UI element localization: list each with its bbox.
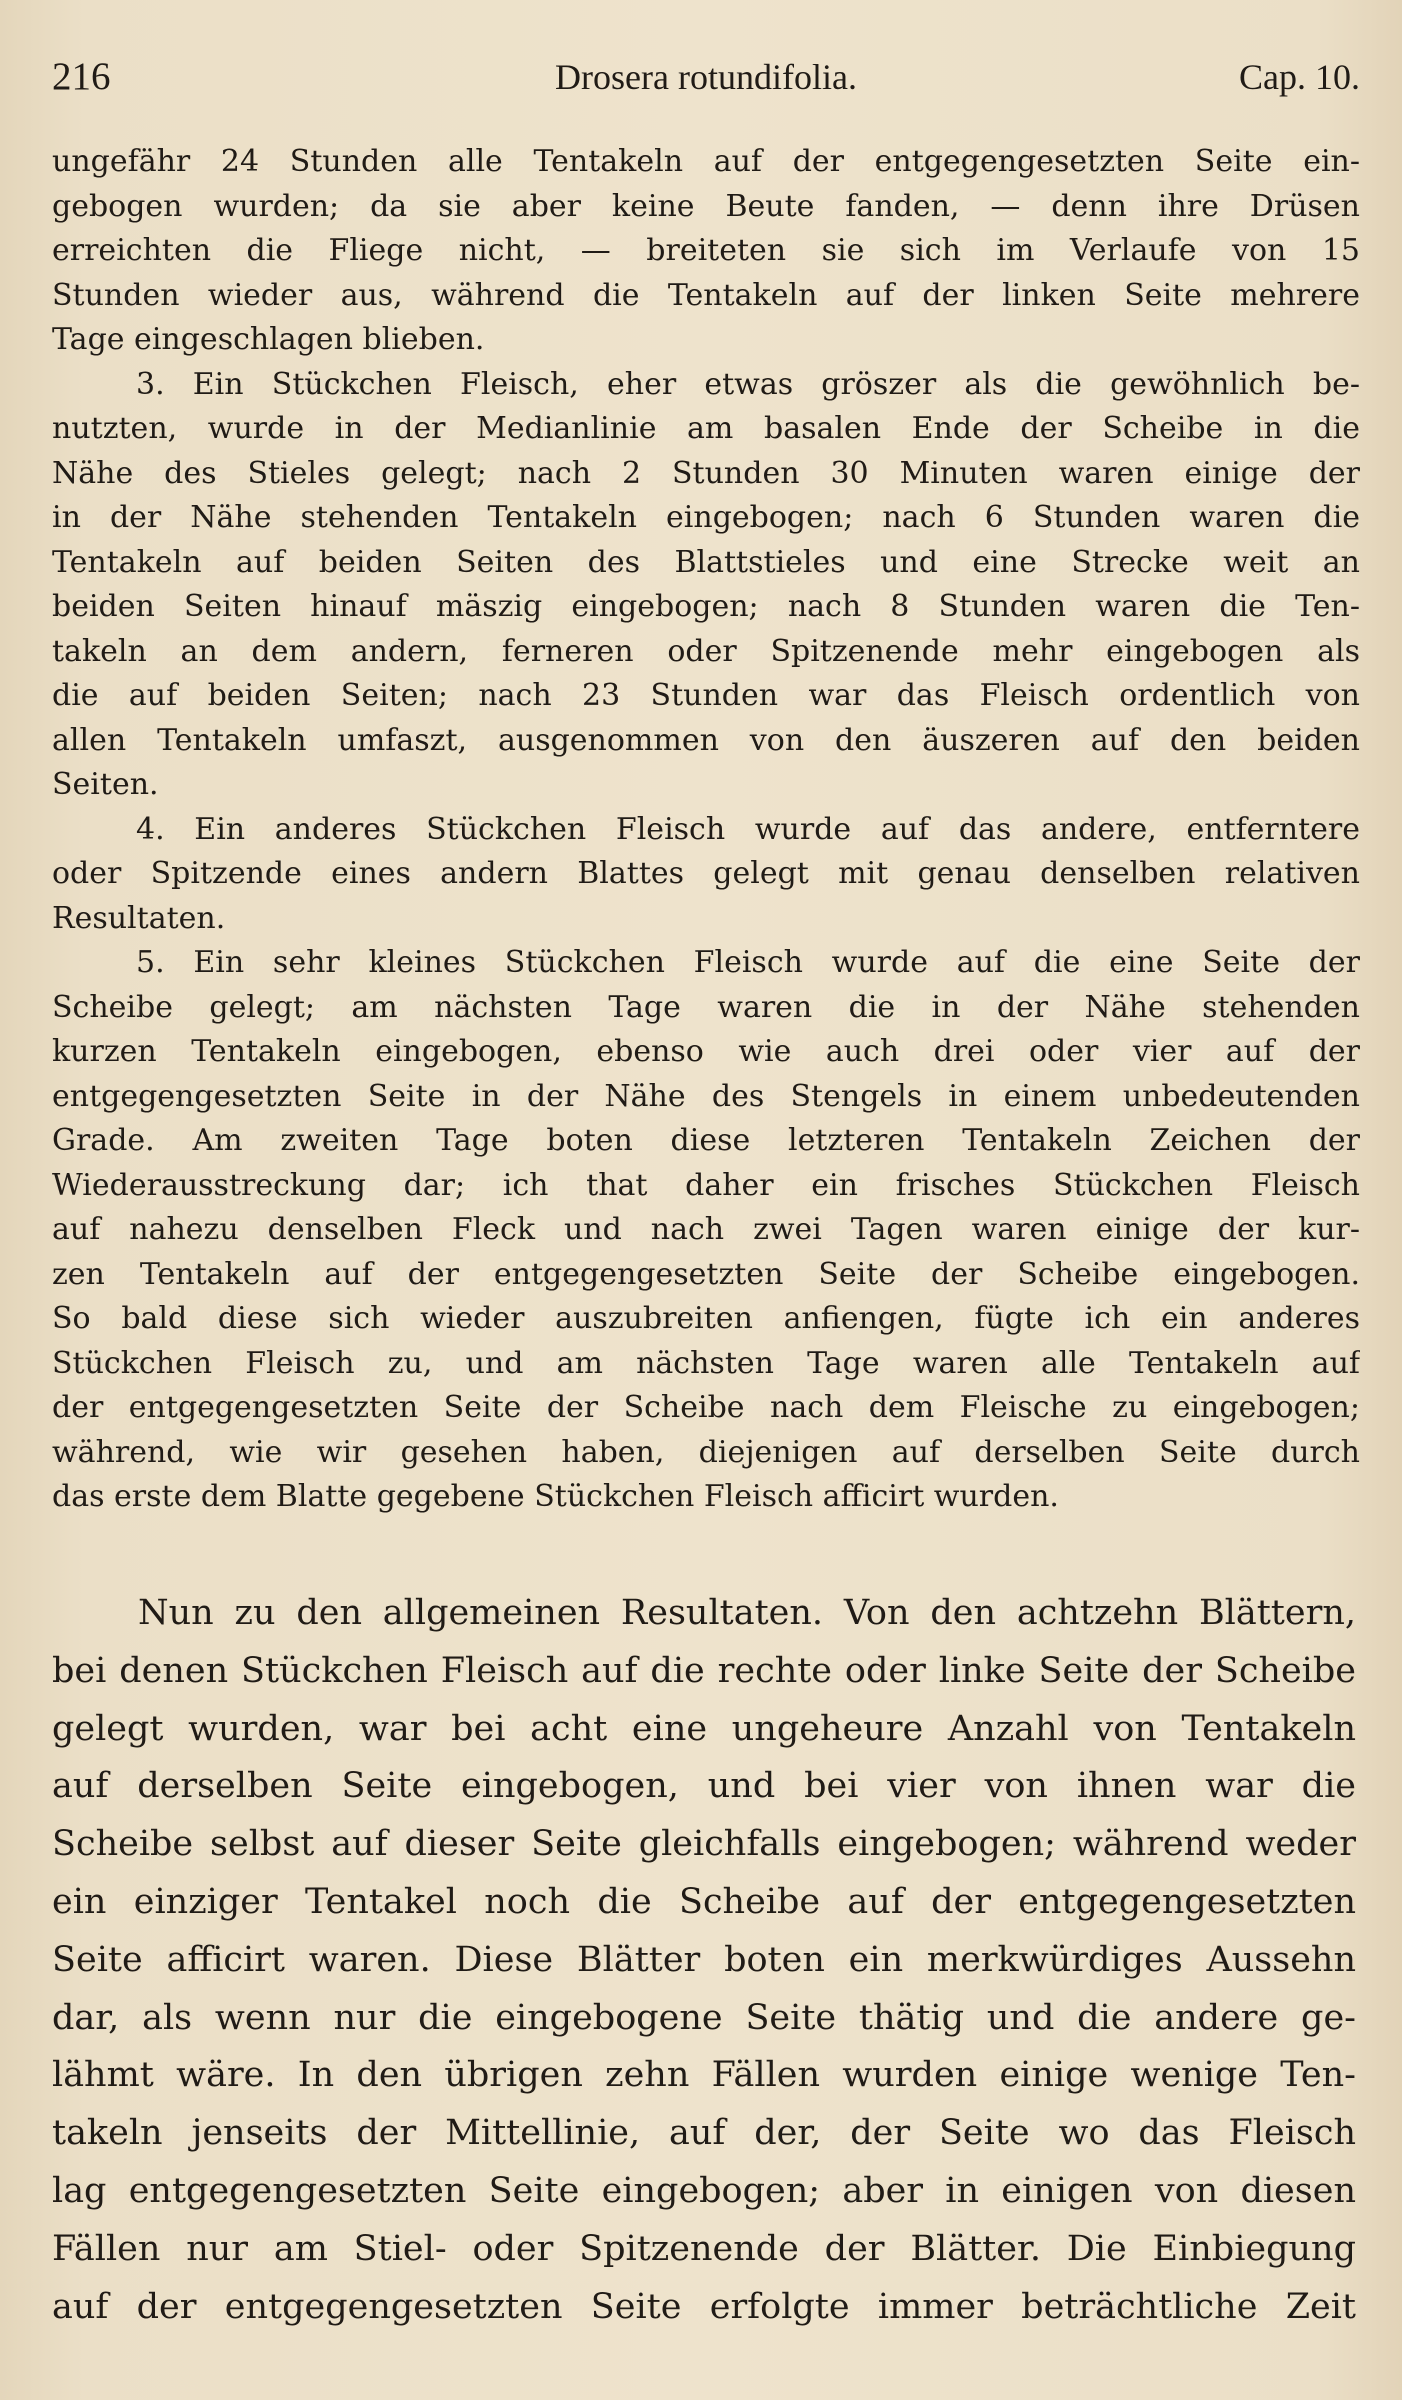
page-header [52,52,1360,102]
text-line: gelegt wurden, war bei acht eine ungeheure Anzahl von Tentakeln [52,1708,1356,1749]
text-line: Stunden wieder aus, während die Tentakeln auf der linken Seite mehrere [52,277,1360,313]
text-line: ungefähr 24 Stunden alle Tentakeln auf der entgegengesetzten Seite ein- [52,144,1360,179]
text-line: das erste dem Blatte gegebene Stückchen Fleisch afficirt wurden. [52,1479,1059,1514]
text-line: gebogen wurden; da sie aber keine Beute fanden, — denn ihre Drüsen [52,188,1360,224]
page-number: 216 [52,55,111,98]
text-line: dar, als wenn nur die eingebogene Seite thätig und die andere ge- [52,1997,1356,2038]
text-line: Grade. Am zweiten Tage boten diese letzteren Tentakeln Zeichen der [52,1123,1360,1158]
text-line: Wiederausstreckung dar; ich that daher ein frisches Stückchen Fleisch [52,1167,1360,1203]
text-line: auf der entgegengesetzten Seite erfolgte immer beträchtliche Zeit [52,2286,1356,2327]
running-title: Drosera rotundifolia. [555,57,857,97]
paragraph-start-line: 4. Ein anderes Stückchen Fleisch wurde auf das andere, entferntere [136,811,1360,847]
paragraph-start-line: 5. Ein sehr kleines Stückchen Fleisch wurde auf die eine Seite der [136,945,1360,980]
text-line: Stückchen Fleisch zu, und am nächsten Tage waren alle Tentakeln auf [52,1345,1360,1381]
text-line: lähmt wäre. In den übrigen zehn Fällen wurden einige wenige Ten- [52,2055,1356,2096]
text-line: takeln jenseits der Mittellinie, auf der, der Seite wo das Fleisch [52,2113,1356,2154]
main-paragraph [52,1585,1356,2336]
text-line: auf derselben Seite eingebogen, und bei vier von ihnen war die [52,1766,1356,1807]
text-line: bei denen Stückchen Fleisch auf die rechte oder linke Seite der Scheibe [52,1650,1356,1691]
text-line: Scheibe gelegt; am nächsten Tage waren die in der Nähe stehenden [52,989,1360,1025]
text-line: Tage eingeschlagen blieben. [52,322,485,357]
chapter-label: Cap. 10. [1239,57,1360,97]
text-line: So bald diese sich wieder auszubreiten anfiengen, fügte ich ein anderes [52,1301,1360,1336]
text-line: ein einziger Tentakel noch die Scheibe auf der entgegengesetzten [52,1881,1356,1922]
text-line: Scheibe selbst auf dieser Seite gleichfalls eingebogen; während weder [52,1824,1356,1865]
text-line: beiden Seiten hinauf mäszig eingebogen; nach 8 Stunden waren die Ten- [52,589,1360,624]
text-line: kurzen Tentakeln eingebogen, ebenso wie auch drei oder vier auf der [52,1034,1360,1069]
paragraph-start-line: 3. Ein Stückchen Fleisch, eher etwas gröszer als die gewöhnlich be- [136,366,1360,402]
text-line: während, wie wir gesehen haben, diejenigen auf derselben Seite durch [52,1434,1360,1470]
small-print-section [52,140,1360,1520]
text-line: der entgegengesetzten Seite der Scheibe nach dem Fleische zu eingebogen; [52,1390,1360,1425]
text-line: entgegengesetzten Seite in der Nähe des Stengels in einem unbedeutenden [52,1078,1360,1114]
text-line: Resultaten. [52,900,226,936]
text-line: in der Nähe stehenden Tentakeln eingebogen; nach 6 Stunden waren die [52,500,1360,535]
paragraph-start-line: Nun zu den allgemeinen Resultaten. Von den achtzehn Blättern, [138,1593,1356,1633]
text-line: erreichten die Fliege nicht, — breiteten sie sich im Verlaufe von 15 [52,233,1360,268]
text-line: Nähe des Stieles gelegt; nach 2 Stunden 30 Minuten waren einige der [52,455,1360,491]
text-line: die auf beiden Seiten; nach 23 Stunden war das Fleisch ordentlich von [52,678,1360,713]
text-line: oder Spitzende eines andern Blattes gelegt mit genau denselben relativen [52,856,1360,891]
text-line: nutzten, wurde in der Medianlinie am basalen Ende der Scheibe in die [52,411,1360,446]
text-line: zen Tentakeln auf der entgegengesetzten Seite der Scheibe eingebogen. [52,1256,1360,1292]
text-line: takeln an dem andern, ferneren oder Spitzenende mehr eingebogen als [52,633,1360,669]
text-line: Fällen nur am Stiel- oder Spitzenende der Blätter. Die Einbiegung [52,2228,1356,2269]
text-line: Seite afficirt waren. Diese Blätter boten ein merkwürdiges Aussehn [52,1939,1356,1980]
text-line: lag entgegengesetzten Seite eingebogen; aber in einigen von diesen [52,2170,1356,2211]
text-line: Tentakeln auf beiden Seiten des Blattstieles und eine Strecke weit an [52,544,1360,580]
text-line: auf nahezu denselben Fleck und nach zwei Tagen waren einige der kur- [52,1212,1360,1247]
text-line: Seiten. [52,767,159,802]
text-line: allen Tentakeln umfaszt, ausgenommen von den äuszeren auf den beiden [52,722,1360,758]
